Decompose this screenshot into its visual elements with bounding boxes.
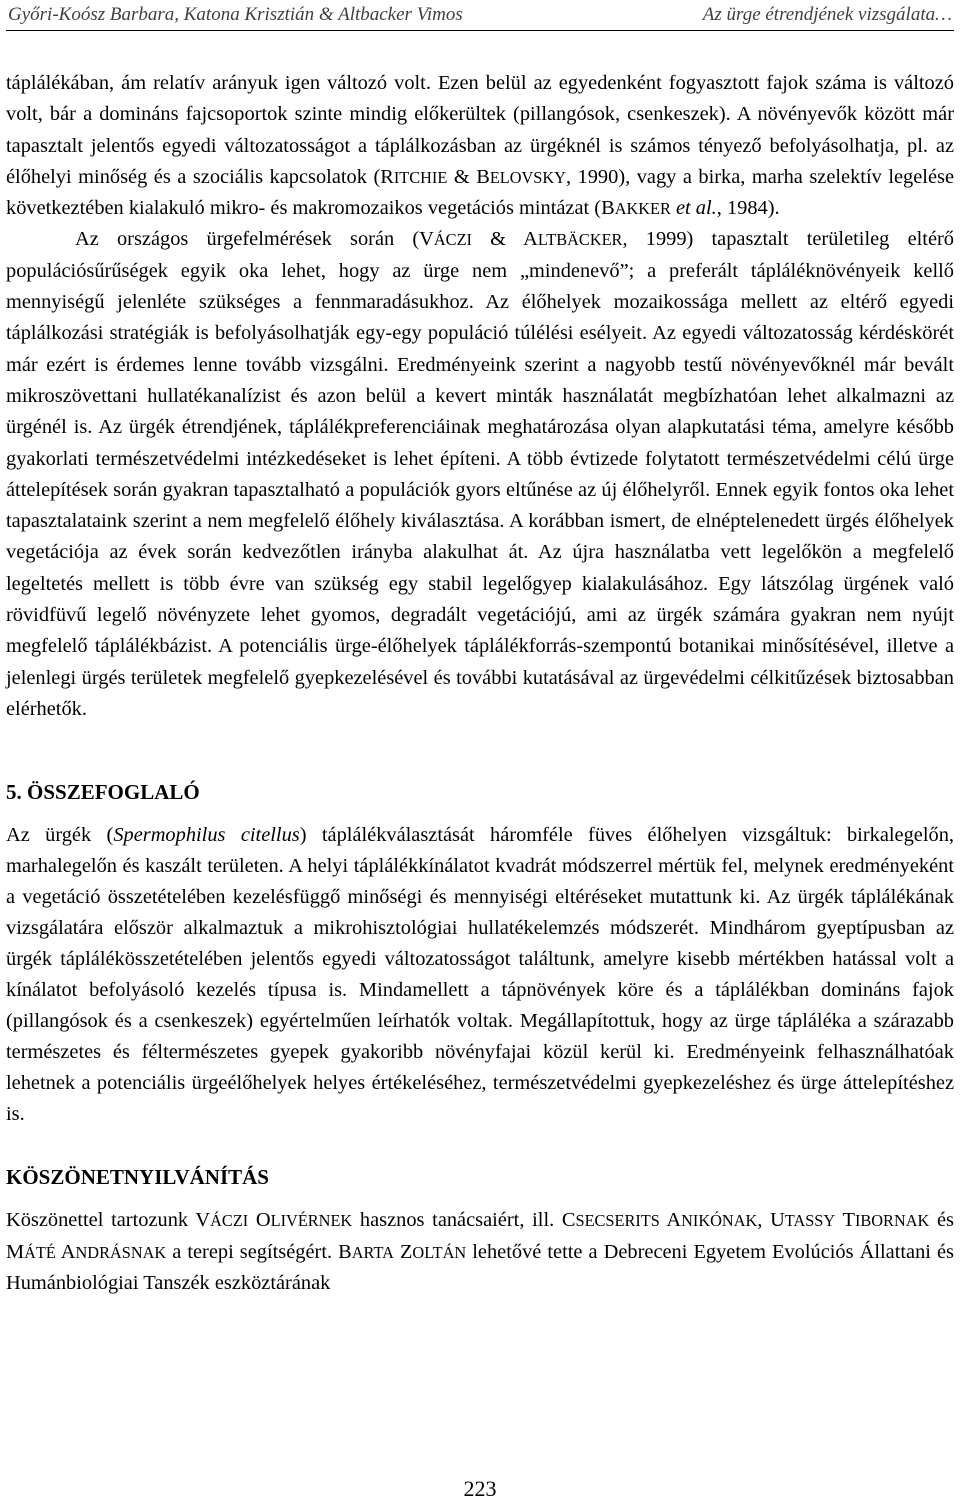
text-run: , 1990), vagy a birka, marha szelektív legelése következtében kialakuló mikro- és makromozaikos vegetációs mintázat ( xyxy=(6,165,955,220)
page-body xyxy=(6,68,954,1299)
name-smallcaps: LIVÉRNEK xyxy=(270,1211,353,1231)
name-smallcaps: IBORNAK xyxy=(854,1211,930,1231)
section-heading-acknowledgements: KÖSZÖNETNYILVÁNÍTÁS xyxy=(6,1165,269,1190)
name-initial: C xyxy=(561,1209,576,1232)
name-initial: A xyxy=(60,1240,76,1263)
author-ritchie-smallcaps: ITCHIE xyxy=(393,167,448,187)
author-vaczi-smallcaps: ÁCZI xyxy=(433,230,472,250)
text-run: Köszönettel tartozunk xyxy=(6,1209,196,1232)
author-vaczi-initial: V xyxy=(419,228,434,251)
text-run: ) táplálékválasztását háromféle füves élőhelyen vizsgáltuk: birkalegelőn, marhalegelőn és kaszált területen. A helyi táplálékkínálatot kvadrát módszerrel mértük fel, melynek eredményeként a vegetáció összetételében kezelésfüggő minőségi és mennyiségi eltéréseket mutattunk ki. Az ürgék táplálékának vizsgálatára először alkalmaztuk a mikrohisztológiai hullatékelemzés módszerét. Mindhárom gyeptípusban az ürgék táplálékösszetételében jelentős egyedi változatosságot találtunk, amelyre kisebb mértékben hatással volt a kínálatot befolyásoló kezelés típusa is. Mindamellett a tápnövények köre és a táplálékban domináns fajok (pillangósok és a csenkeszek) egyértelműen leírhatók voltak. Megállapítottuk, hogy az ürge tápláléka a szárazabb természetes és féltermészetes gyepek gyakoribb növényfajai közül kerül ki. Eredményeink felhasználhatóak lehetnek a potenciális ürgeélőhelyek helyes értékeléséhez, természetvédelmi gyepkezeléshez és ürge áttelepítéshez is. xyxy=(6,824,955,1126)
name-space xyxy=(835,1209,842,1231)
et-al-italic: et al. xyxy=(670,197,717,220)
name-smallcaps: OLTÁN xyxy=(412,1242,467,1262)
page-number: 223 xyxy=(463,1476,497,1501)
text-run: , xyxy=(757,1209,771,1232)
text-run: & xyxy=(447,165,477,188)
paragraph-acknowledgements xyxy=(6,1205,954,1299)
name-smallcaps: SECSERITS xyxy=(575,1211,660,1231)
text-run: & xyxy=(471,228,524,251)
name-smallcaps: ARTA xyxy=(351,1242,394,1262)
paragraph-summary xyxy=(6,820,954,1130)
header-authors: Győri-Koósz Barbara, Katona Krisztián & Altbacker Vimos xyxy=(8,4,463,25)
author-ritchie-initial: R xyxy=(380,165,394,188)
author-altbacker-initial: A xyxy=(523,228,538,251)
name-smallcaps: ÁTÉ xyxy=(24,1242,56,1262)
author-bakker-smallcaps: AKKER xyxy=(614,199,671,219)
text-run: , 1984). xyxy=(716,197,780,220)
author-altbacker-smallcaps: LTBÄCKER xyxy=(537,230,623,250)
text-run: Az országos ürgefelmérések során ( xyxy=(75,228,420,251)
text-run: Az ürgék ( xyxy=(6,824,114,847)
section-heading-summary: 5. ÖSSZEFOGLALÓ xyxy=(6,780,200,805)
name-initial: Z xyxy=(399,1240,413,1263)
author-belovsky-smallcaps: ELOVSKY xyxy=(489,167,566,187)
text-run: és xyxy=(929,1209,954,1232)
paragraph-discussion-continued xyxy=(6,68,954,224)
name-initial: M xyxy=(6,1240,25,1263)
text-run: , 1999) tapasztalt területileg eltérő populációsűrűségek egyik oka lehet, hogy az ürge nem „mindenevő”; a preferált tápláléknövényeik kellő mennyiségű jelenléte szükséges a fennmaradásukhoz. Az élőhelyek mozaikossága mellett az eltérő egyedi táplálkozási stratégiák is befolyásolhatják egy-egy populáció túlélési esélyeit. Az egyedi változatosság kérdéskörét már ezért is érdemes lenne tovább vizsgálni. Eredményeink szerint a nagyobb testű növényevőknél már bevált mikroszövettani hullatékanalízist és azon belül a kevert minták használatát megbízhatóan lehet alkalmazni az ürgénél is. Az ürgék étrendjének, táplálékpreferenciáinak meghatározása olyan alapkutatási téma, amelyre később gyakorlati természetvédelmi intézkedéseket is lehet építeni. A több évtizede folytatott természetvédelmi célú ürge áttelepítések során gyakran tapasztalható a populációk gyors eltűnése az új élőhelyről. Ennek egyik fontos oka lehet tapasztalataink szerint a nem megfelelő élőhely kiválasztása. A korábban ismert, de elnéptelenedett ürgés élőhelyek vegetációja az évek során kedvezőtlen irányba alakulhat át. Az újra használatba vett legelőkön a megfelelő legeltetés mellett is több évre van szükség egy stabil legelőgyep kialakulásához. Egy látszólag ürgének való rövidfüvű legelő növényzete lehet gyomos, degradált vegetációjú, ami az ürgék számára gyakran nem nyújt megfelelő táplálékbázist. A potenciális ürge-élőhelyek táplálékforrás-szempontú botanikai minősítésével, illetve a jelenlegi ürgés területek megfelelő gyepkezelésével és további kutatásával az ürgevédelmi célkitűzések biztosabban elérhetők. xyxy=(6,228,954,720)
name-initial: U xyxy=(770,1209,785,1232)
name-space xyxy=(248,1209,256,1231)
name-smallcaps: TASSY xyxy=(784,1211,836,1231)
author-belovsky-initial: B xyxy=(476,165,490,188)
running-header xyxy=(6,0,954,31)
paragraph-discussion-main xyxy=(6,224,954,725)
name-smallcaps: NDRÁSNAK xyxy=(75,1242,167,1262)
text-run: lehetővé tette a Debreceni Egyetem Evolúciós Állattani és Humánbiológiai Tanszék eszköztárának xyxy=(6,1240,954,1294)
name-initial: T xyxy=(842,1209,855,1232)
name-initial: A xyxy=(666,1209,682,1232)
name-smallcaps: ÁCZI xyxy=(210,1211,249,1231)
text-run: táplálékában, ám relatív arányuk igen változó volt. Ezen belül az egyedenként fogyasztott fajok száma is változó volt, bár a domináns fajcsoportok szinte mindig előkerültek (pillangósok, csenkeszek). A növényevők között már tapasztalt jelentős egyedi változatosságot a táplálkozásban az ürgéknél is számos tényező befolyásolhatja, pl. az élőhelyi minőség és a szociális kapcsolatok ( xyxy=(6,72,954,188)
name-smallcaps: NIKÓNAK xyxy=(681,1211,758,1231)
name-initial: O xyxy=(255,1209,271,1232)
text-run: hasznos tanácsaiért, ill. xyxy=(352,1209,562,1232)
text-run: a terepi segítségért. xyxy=(166,1240,339,1263)
name-initial: B xyxy=(338,1240,352,1263)
species-name-italic: Spermophilus citellus xyxy=(113,824,300,847)
header-short-title: Az ürge étrendjének vizsgálata… xyxy=(702,4,952,25)
name-initial: V xyxy=(195,1209,211,1232)
author-bakker-initial: B xyxy=(601,197,615,220)
